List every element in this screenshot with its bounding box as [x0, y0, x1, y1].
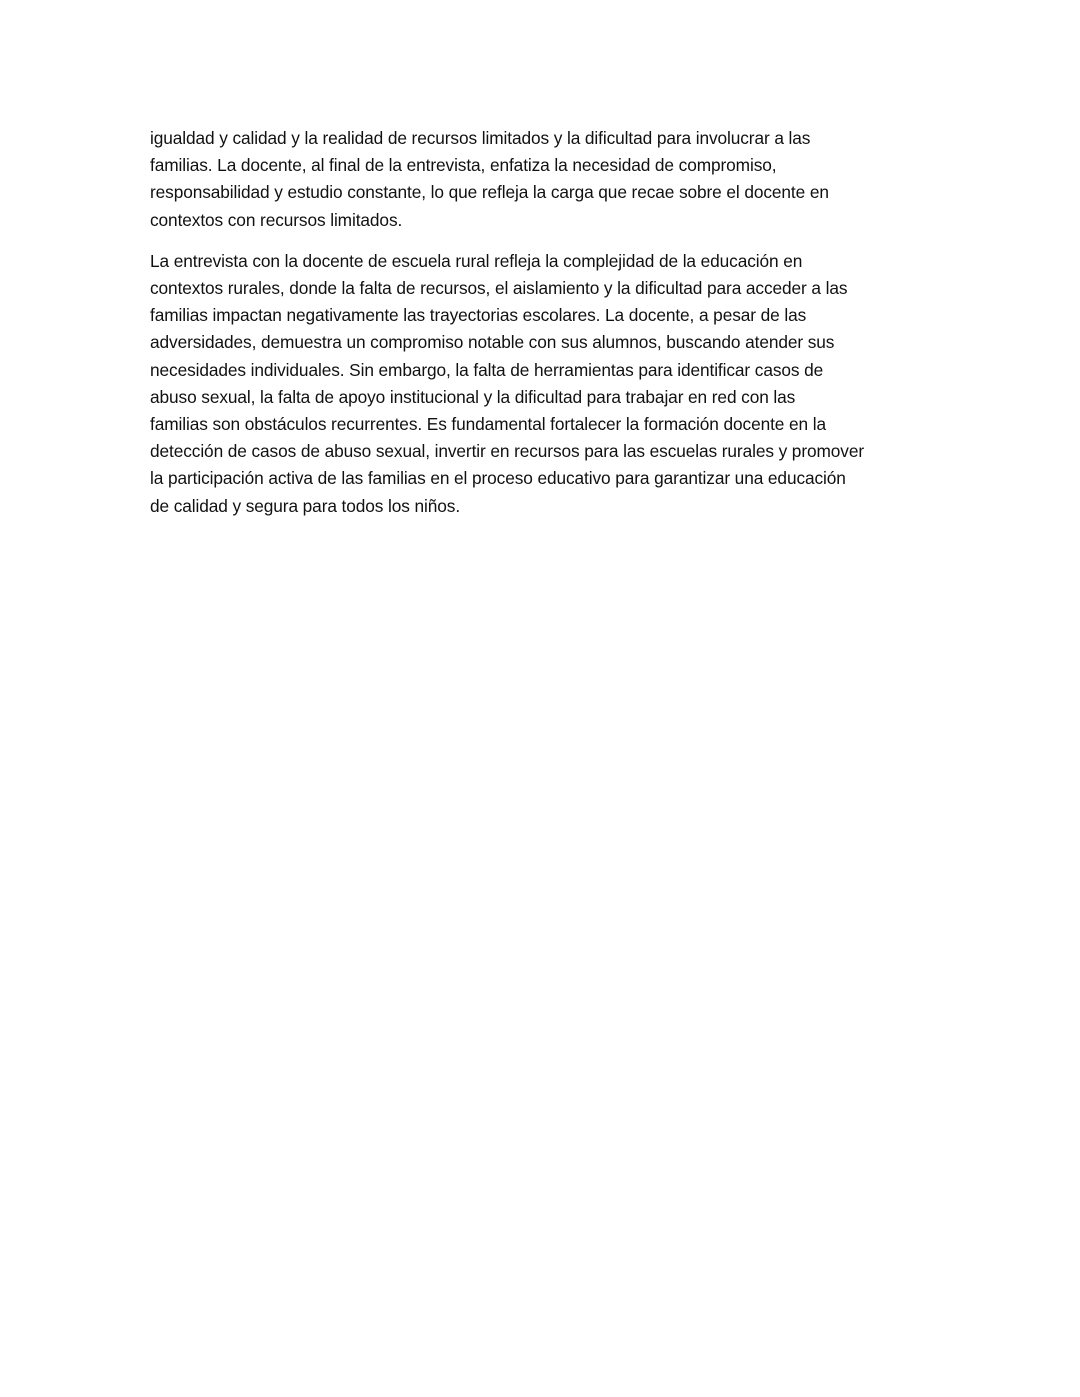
paragraph-continuation	[150, 125, 950, 234]
text-line: contextos con recursos limitados.	[150, 209, 403, 230]
document-page	[150, 125, 950, 534]
text-line: de calidad y segura para todos los niños.	[150, 495, 461, 516]
text-line: la participación activa de las familias en el proceso educativo para garantizar una educación	[150, 468, 846, 489]
text-line: abuso sexual, la falta de apoyo institucional y la dificultad para trabajar en red con las	[150, 386, 796, 407]
text-line: familias impactan negativamente las trayectorias escolares. La docente, a pesar de las	[150, 305, 807, 326]
text-line: responsabilidad y estudio constante, lo que refleja la carga que recae sobre el docente en	[150, 182, 829, 203]
paragraph-conclusion	[150, 248, 950, 520]
text-line: familias son obstáculos recurrentes. Es fundamental fortalecer la formación docente en la	[150, 414, 826, 435]
text-line: igualdad y calidad y la realidad de recursos limitados y la dificultad para involucrar a las	[150, 128, 811, 148]
text-line: contextos rurales, donde la falta de recursos, el aislamiento y la dificultad para acceder a las	[150, 278, 848, 299]
text-line: adversidades, demuestra un compromiso notable con sus alumnos, buscando atender sus	[150, 332, 835, 353]
text-line: La entrevista con la docente de escuela rural refleja la complejidad de la educación en	[150, 250, 803, 271]
text-line: necesidades individuales. Sin embargo, la falta de herramientas para identificar casos de	[150, 359, 824, 380]
text-line: detección de casos de abuso sexual, invertir en recursos para las escuelas rurales y promover	[150, 441, 864, 462]
text-line: familias. La docente, al final de la entrevista, enfatiza la necesidad de compromiso,	[150, 155, 777, 176]
